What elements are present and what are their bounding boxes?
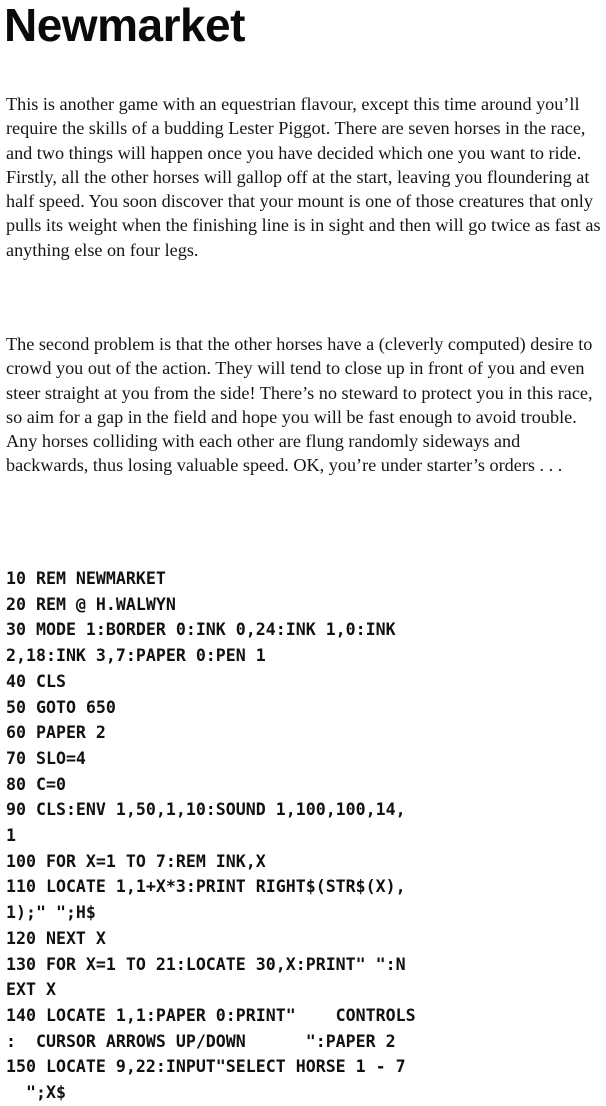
code-line: 2,18:INK 3,7:PAPER 0:PEN 1 bbox=[6, 646, 266, 666]
code-line: 10 REM NEWMARKET bbox=[6, 569, 166, 588]
code-line: 110 LOCATE 1,1+X*3:PRINT RIGHT$(STR$(X), bbox=[6, 877, 406, 897]
code-line: EXT X bbox=[6, 980, 56, 1000]
code-line: : CURSOR ARROWS UP/DOWN ":PAPER 2 bbox=[6, 1031, 396, 1051]
code-line: ";X$ bbox=[6, 1083, 66, 1103]
code-line: 150 LOCATE 9,22:INPUT"SELECT HORSE 1 - 7 bbox=[6, 1057, 406, 1077]
code-line: 60 PAPER 2 bbox=[6, 723, 106, 743]
code-line: 50 GOTO 650 bbox=[6, 697, 116, 717]
code-line: 40 CLS bbox=[6, 671, 66, 691]
code-line: 80 C=0 bbox=[6, 774, 66, 794]
code-line: 90 CLS:ENV 1,50,1,10:SOUND 1,100,100,14, bbox=[6, 800, 406, 820]
code-line: 140 LOCATE 1,1:PAPER 0:PRINT" CONTROLS bbox=[6, 1005, 416, 1025]
article-title: Newmarket bbox=[4, 0, 245, 51]
second-paragraph: The second problem is that the other horses have a (cleverly computed) desire to crowd you out of the action. They will tend to close up in front of you and even steer straight at you from the side! There’s no steward to protect you in this race, so aim for a gap in the field and hope you will be fast enough to avoid trouble. Any horses colliding with each other are flung randomly sideways and backwards, thus losing valuable speed. OK, you’re under starter’s orders . . . bbox=[6, 334, 593, 476]
intro-paragraph: This is another game with an equestrian flavour, except this time around you’ll require the skills of a budding Lester Piggot. There are seven horses in the race, and two things will happen once you have decided which one you want to ride. Firstly, all the other horses will gallop off at the start, leaving you floundering at half speed. You soon discover that your mount is one of those creatures that only pulls its weight when the finishing line is in sight and then will go twice as fast as anything else on four legs. bbox=[6, 94, 601, 260]
code-line: 130 FOR X=1 TO 21:LOCATE 30,X:PRINT" ":N bbox=[6, 954, 406, 974]
code-line: 120 NEXT X bbox=[6, 928, 106, 948]
code-line: 30 MODE 1:BORDER 0:INK 0,24:INK 1,0:INK bbox=[6, 620, 396, 640]
code-line: 1 bbox=[6, 826, 16, 846]
code-line: 70 SLO=4 bbox=[6, 748, 86, 768]
code-line: 1);" ";H$ bbox=[6, 903, 96, 923]
code-line: 20 REM @ H.WALWYN bbox=[6, 594, 176, 614]
code-line: 100 FOR X=1 TO 7:REM INK,X bbox=[6, 851, 266, 871]
basic-program-listing bbox=[6, 566, 606, 1106]
